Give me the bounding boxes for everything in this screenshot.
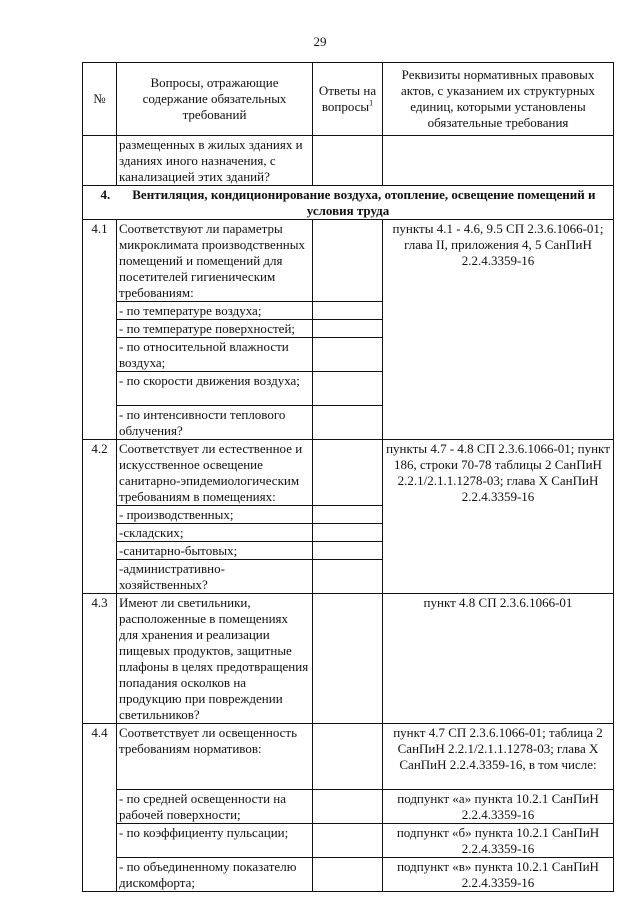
- header-requisites: Реквизиты нормативных правовых актов, с указанием их структурных единиц, которыми установлены обязательные требования: [383, 63, 614, 136]
- row-question: Соответствует ли естественное и искусственное освещение санитарно-эпидемиологическим требованиям в помещениях:: [117, 440, 313, 506]
- answer-cell[interactable]: [313, 440, 383, 506]
- answer-cell[interactable]: [313, 724, 383, 790]
- table-header-row: [83, 63, 614, 136]
- row-reference: пункты 4.7 - 4.8 СП 2.3.6.1066-01; пункт 186, строки 70-78 таблицы 2 СанПиН 2.2.1/2.1.1.1278-03; глава X СанПиН 2.2.4.3359-16: [383, 440, 614, 594]
- table-row: [83, 220, 614, 302]
- table-row: [83, 724, 614, 790]
- answer-cell[interactable]: [313, 824, 383, 858]
- sub-question: -санитарно-бытовых;: [117, 542, 313, 560]
- sub-question: - по относительной влажности воздуха;: [117, 338, 313, 372]
- section-heading-row: [83, 186, 614, 220]
- row-question: Соответствуют ли параметры микроклимата производственных помещений и помещений для посетителей гигиеническим требованиям:: [117, 220, 313, 302]
- continuation-number: [83, 136, 117, 186]
- answer-cell[interactable]: [313, 506, 383, 524]
- requirements-table: [82, 62, 614, 892]
- answer-cell[interactable]: [313, 524, 383, 542]
- continuation-row: [83, 136, 614, 186]
- answer-cell[interactable]: [313, 858, 383, 892]
- header-number: №: [83, 63, 117, 136]
- answer-cell[interactable]: [313, 542, 383, 560]
- continuation-question: размещенных в жилых зданиях и зданиях иного назначения, с канализацией этих зданий?: [117, 136, 313, 186]
- answer-cell[interactable]: [313, 372, 383, 406]
- answer-cell[interactable]: [313, 406, 383, 440]
- table-subrow: [83, 858, 614, 892]
- sub-reference: подпункт «а» пункта 10.2.1 СанПиН 2.2.4.3359-16: [383, 790, 614, 824]
- sub-reference: подпункт «в» пункта 10.2.1 СанПиН 2.2.4.3359-16: [383, 858, 614, 892]
- header-answers: [313, 63, 383, 136]
- table-row: [83, 440, 614, 506]
- sub-question: - по объединенному показателю дискомфорта;: [117, 858, 313, 892]
- table-subrow: [83, 790, 614, 824]
- row-reference: пункт 4.7 СП 2.3.6.1066-01; таблица 2 СанПиН 2.2.1/2.1.1.1278-03; глава X СанПиН 2.2.4.3359-16, в том числе:: [383, 724, 614, 790]
- sub-reference: подпункт «б» пункта 10.2.1 СанПиН 2.2.4.3359-16: [383, 824, 614, 858]
- sub-question: -административно-хозяйственных?: [117, 560, 313, 594]
- row-question: Имеют ли светильники, расположенные в помещениях для хранения и реализации пищевых продуктов, защитные плафоны в целях предотвращения попадания осколков на продукцию при повреждении светильников?: [117, 594, 313, 724]
- answer-cell[interactable]: [313, 594, 383, 724]
- answer-cell[interactable]: [313, 320, 383, 338]
- sub-question: - по интенсивности теплового облучения?: [117, 406, 313, 440]
- sub-question: -складских;: [117, 524, 313, 542]
- page-number: 29: [313, 34, 327, 49]
- answer-cell[interactable]: [313, 220, 383, 302]
- answer-cell[interactable]: [313, 790, 383, 824]
- sub-question: - по средней освещенности на рабочей поверхности;: [117, 790, 313, 824]
- row-number: 4.2: [83, 440, 117, 594]
- answer-cell[interactable]: [313, 560, 383, 594]
- header-questions: Вопросы, отражающие содержание обязательных требований: [117, 63, 313, 136]
- table-subrow: [83, 824, 614, 858]
- answer-cell[interactable]: [313, 302, 383, 320]
- answer-cell[interactable]: [313, 136, 383, 186]
- section-title: Вентиляция, кондиционирование воздуха, отопление, освещение помещений и условия труда: [132, 187, 596, 218]
- row-reference: пункт 4.8 СП 2.3.6.1066-01: [383, 594, 614, 724]
- row-number: 4.4: [83, 724, 117, 892]
- table-row: [83, 594, 614, 724]
- sub-question: - по температуре воздуха;: [117, 302, 313, 320]
- header-answers-text: Ответы на вопросы: [318, 83, 377, 114]
- sub-question: - по коэффициенту пульсации;: [117, 824, 313, 858]
- row-reference: пункты 4.1 - 4.6, 9.5 СП 2.3.6.1066-01; глава II, приложения 4, 5 СанПиН 2.2.4.3359-16: [383, 220, 614, 440]
- section-heading: [83, 186, 614, 220]
- row-question: Соответствует ли освещенность требованиям нормативов:: [117, 724, 313, 790]
- row-number: 4.3: [83, 594, 117, 724]
- answers-footnote-mark: 1: [369, 98, 374, 108]
- section-number: 4.: [100, 187, 111, 202]
- sub-question: - по температуре поверхностей;: [117, 320, 313, 338]
- sub-question: - по скорости движения воздуха;: [117, 372, 313, 406]
- continuation-reference: [383, 136, 614, 186]
- answer-cell[interactable]: [313, 338, 383, 372]
- sub-question: - производственных;: [117, 506, 313, 524]
- row-number: 4.1: [83, 220, 117, 440]
